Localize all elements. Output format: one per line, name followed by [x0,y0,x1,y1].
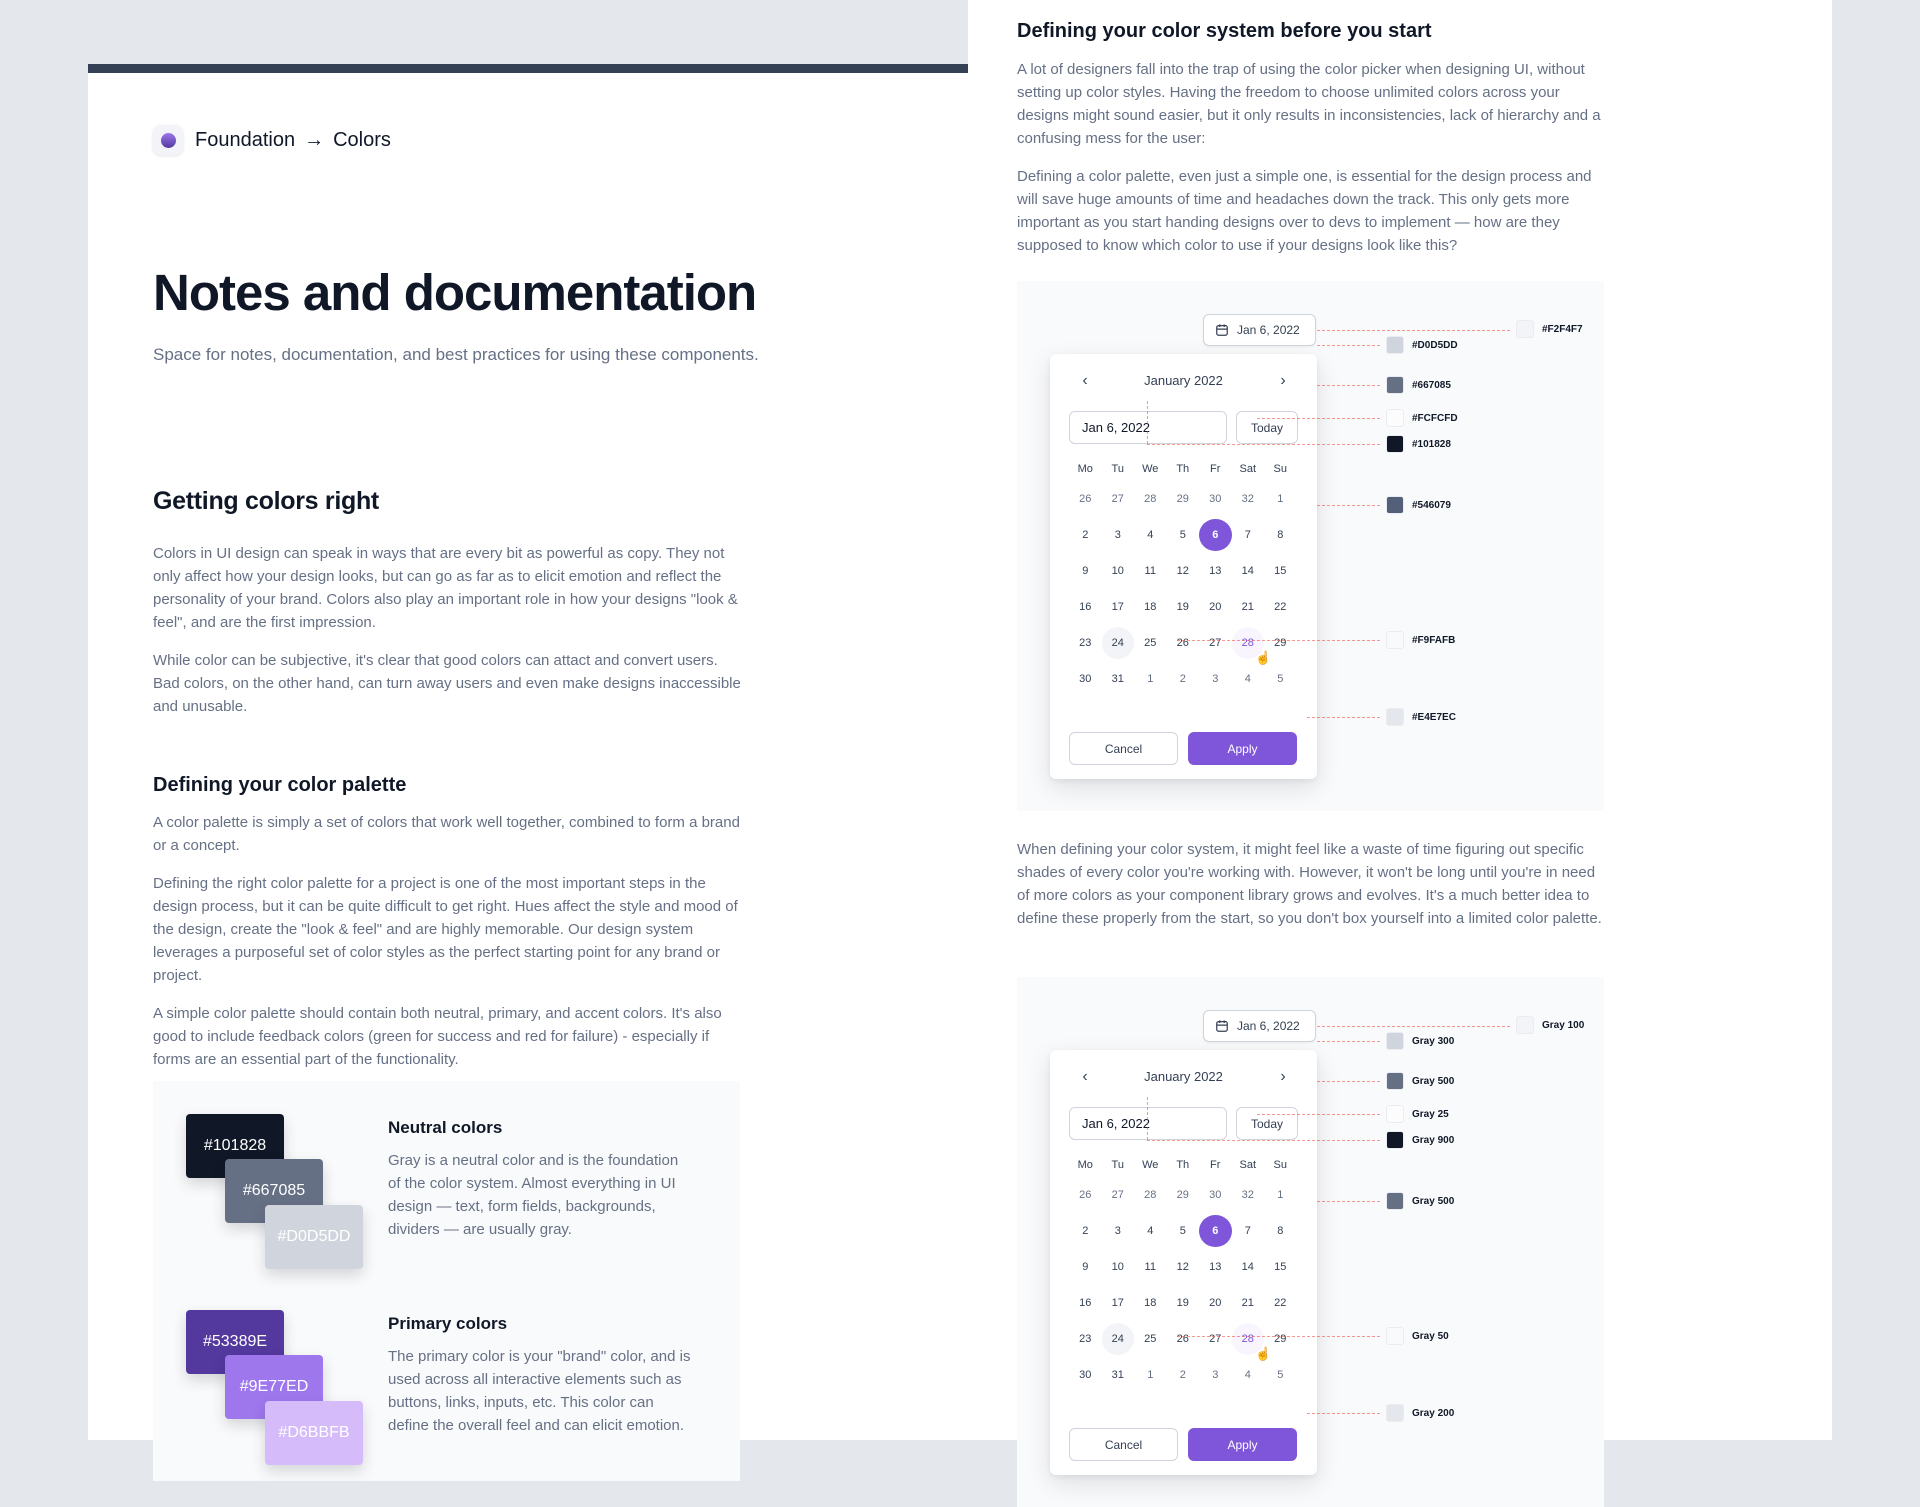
annotation-connector [1317,1041,1380,1042]
calendar-day[interactable]: 11 [1144,565,1156,577]
annotation-connector [1147,401,1148,444]
annotation-connector [1177,1336,1380,1337]
calendar-day[interactable]: 5 [1277,673,1284,685]
date-trigger-button[interactable] [1203,1010,1316,1042]
color-chip [1386,376,1404,394]
intro-text [1017,58,1604,272]
weekday-label: Th [1176,463,1190,475]
cancel-button[interactable]: Cancel [1069,1428,1178,1461]
calendar-day[interactable]: 25 [1144,637,1157,649]
calendar-day[interactable]: 32 [1241,493,1254,505]
calendar-week-row [1069,589,1297,625]
calendar-day[interactable]: 2 [1179,673,1186,685]
calendar-day[interactable]: 15 [1274,1261,1287,1273]
calendar-day[interactable]: 30 [1079,673,1092,685]
annotation-label: #FCFCFD [1412,412,1458,424]
calendar-day[interactable]: 4 [1244,673,1251,685]
color-chip [1386,435,1404,453]
month-navigation [1050,1066,1317,1088]
calendar-day[interactable]: 30 [1209,493,1222,505]
palette-title: Neutral colors [388,1118,503,1137]
color-annotation [1386,376,1451,394]
weekday-label: Mo [1077,1159,1093,1171]
color-annotation [1386,1105,1449,1123]
breadcrumb-parent[interactable]: Foundation [195,128,296,151]
primary-palette-text [388,1314,693,1437]
calendar-day[interactable]: 3 [1212,1369,1219,1381]
calendar-day[interactable]: 2 [1179,1369,1186,1381]
color-annotation [1386,1131,1454,1149]
color-annotation [1386,1327,1449,1345]
calendar-week-row [1069,517,1297,553]
calendar-day[interactable]: 4 [1244,1369,1251,1381]
calendar-day[interactable]: 21 [1241,1297,1254,1309]
color-annotation [1386,336,1458,354]
weekday-label: We [1142,463,1159,475]
paragraph: A color palette is simply a set of colors that work well together, combined to form a brand or a concept. [153,814,740,854]
calendar-day[interactable]: 7 [1244,529,1251,541]
weekday-label: We [1142,1159,1159,1171]
calendar-day[interactable]: 29 [1176,493,1189,505]
calendar-day[interactable]: 32 [1241,1189,1254,1201]
color-chip [1516,1016,1534,1034]
annotation-connector [1307,1413,1380,1414]
chevron-left-icon[interactable]: ‹ [1082,1068,1088,1085]
annotation-label: Gray 900 [1412,1134,1455,1146]
breadcrumb [153,125,391,155]
color-chip [1386,631,1404,649]
weekday-label: Su [1273,1159,1287,1171]
color-chip [1386,1072,1404,1090]
paragraph: When defining your color system, it might feel like a waste of time figuring out specific shades of every color you're working with. However, it won't be long until you're in need of more colors as your component library grows and evolves. It's a much better idea to define these properly from the start, so you don't box yourself into a limited color palette. [1017,841,1602,927]
apply-button[interactable]: Apply [1188,1428,1297,1461]
calendar-day[interactable]: 27 [1209,1333,1222,1345]
annotation-connector [1147,1097,1148,1140]
date-trigger-value: Jan 6, 2022 [1237,1019,1300,1033]
annotation-connector [1147,1140,1380,1141]
calendar-day[interactable]: 9 [1082,565,1089,577]
calendar-week-row [1069,1285,1297,1321]
annotation-connector [1317,505,1380,506]
getting-colors-right-section [153,487,743,1086]
weekday-header [1069,457,1297,481]
section-title: Getting colors right [153,487,379,515]
month-label: January 2022 [1144,1069,1223,1084]
calendar-day[interactable]: 13 [1209,1261,1222,1273]
paragraph: A lot of designers fall into the trap of using the color picker when designing UI, without setting up color styles. Having the freedom to choose unlimited colors across your designs might sound easier, but it only results in inconsistencies, lack of hierarchy and a confusing mess for the user: [1017,61,1601,147]
calendar-day[interactable]: 30 [1209,1189,1222,1201]
color-chip [1386,1404,1404,1422]
logo-icon [153,125,183,155]
calendar-day[interactable]: 19 [1176,1297,1189,1309]
weekday-label: Tu [1111,463,1124,475]
weekday-header [1069,1153,1297,1177]
calendar-day[interactable]: 12 [1176,565,1189,577]
chevron-left-icon[interactable]: ‹ [1082,372,1088,389]
date-input[interactable]: Jan 6, 2022 [1069,1107,1227,1140]
calendar-day[interactable]: 9 [1082,1261,1089,1273]
annotation-label: Gray 50 [1412,1330,1449,1342]
color-annotation [1516,320,1583,338]
weekday-label: Fr [1210,1159,1221,1171]
date-trigger-button[interactable] [1203,314,1316,346]
color-annotation [1386,1404,1454,1422]
calendar-day[interactable]: 19 [1176,601,1189,613]
calendar-day[interactable]: 16 [1079,601,1092,613]
annotation-connector [1257,418,1380,419]
calendar-day[interactable]: 28 [1232,627,1265,659]
color-annotation [1386,409,1458,427]
calendar-day[interactable]: 16 [1079,1297,1092,1309]
annotation-label: Gray 500 [1412,1075,1455,1087]
weekday-label: Th [1176,1159,1190,1171]
palette-title: Primary colors [388,1314,508,1333]
calendar-day[interactable]: 22 [1274,1297,1287,1309]
annotation-connector [1257,1114,1380,1115]
calendar-day[interactable]: 17 [1111,1297,1124,1309]
page-title: Notes and documentation [153,264,757,321]
weekday-label: Tu [1111,1159,1124,1171]
color-swatch: #667085 [225,1159,323,1223]
color-annotation [1386,708,1456,726]
calendar-week-row [1069,481,1297,517]
chevron-right-icon[interactable]: › [1280,1068,1286,1085]
apply-button[interactable]: Apply [1188,732,1297,765]
chevron-right-icon[interactable]: › [1280,372,1286,389]
palette-description: The primary color is your "brand" color, and is used across all interactive elements such as buttons, links, inputs, etc. This color can define the overall feel and can elicit emotion. [388,1348,691,1434]
calendar-day[interactable]: 17 [1111,601,1124,613]
calendar-day[interactable]: 18 [1144,601,1157,613]
calendar-day[interactable]: 1 [1277,493,1284,505]
annotation-connector [1317,345,1380,346]
annotation-label: #667085 [1412,379,1451,391]
calendar-day[interactable]: 24 [1102,1323,1135,1355]
color-swatch: #D0D5DD [265,1205,363,1269]
color-chip [1386,336,1404,354]
color-annotation [1386,1192,1454,1210]
panel-title: Defining your color system before you start [1017,20,1432,42]
annotation-label: #101828 [1412,438,1451,450]
annotation-label: Gray 100 [1542,1019,1585,1031]
annotation-label: #546079 [1412,499,1451,511]
primary-swatch-stack [186,1310,366,1475]
annotation-connector [1307,717,1380,718]
annotation-label: Gray 25 [1412,1108,1449,1120]
calendar-day[interactable]: 25 [1144,1333,1157,1345]
annotation-label: #D0D5DD [1412,339,1458,351]
calendar-day[interactable]: 3 [1114,1225,1121,1237]
calendar-day[interactable]: 22 [1274,601,1287,613]
palette-description: Gray is a neutral color and is the foundation of the color system. Almost everything in UI design — text, form fields, backgrounds, dividers — are usually gray. [388,1152,679,1238]
pointer-cursor-icon: ☝ [1255,650,1272,665]
color-annotation [1386,1072,1454,1090]
calendar-day[interactable]: 14 [1241,565,1254,577]
calendar-day[interactable]: 3 [1114,529,1121,541]
neutral-palette-text [388,1118,693,1241]
calendar-day[interactable]: 23 [1079,637,1092,649]
paragraph: Colors in UI design can speak in ways that are every bit as powerful as copy. They not only affect how your design looks, but can go as far as to elicit emotion and reflect the personality of your brand. Colors also play an important role in how your designs "look & feel", and are the first impression. [153,545,738,631]
color-chip [1386,409,1404,427]
calendar-day[interactable]: 31 [1111,1369,1124,1381]
color-swatch: #9E77ED [225,1355,323,1419]
cancel-button[interactable]: Cancel [1069,732,1178,765]
calendar-week-row [1069,1213,1297,1249]
calendar-week-row [1069,1177,1297,1213]
paragraph: While color can be subjective, it's clear that good colors can attact and convert users. Bad colors, on the other hand, can turn away users and even make designs inaccessible and unusable. [153,652,741,715]
calendar-day[interactable]: 18 [1144,1297,1157,1309]
weekday-label: Sat [1239,463,1256,475]
date-trigger-value: Jan 6, 2022 [1237,323,1300,337]
calendar-icon [1215,323,1229,337]
weekday-label: Sat [1239,1159,1256,1171]
calendar-day[interactable]: 1 [1277,1189,1284,1201]
calendar-day[interactable]: 29 [1274,1333,1287,1345]
color-chip [1386,1131,1404,1149]
calendar-day[interactable]: 26 [1176,637,1189,649]
calendar-icon [1215,1019,1229,1033]
calendar-week-row [1069,1357,1297,1393]
calendar-day[interactable]: 15 [1274,565,1287,577]
calendar-day[interactable]: 6 [1199,1215,1232,1247]
color-system-panel [968,0,1832,1452]
calendar-day[interactable]: 5 [1179,529,1186,541]
annotation-connector [1317,1201,1380,1202]
page-subtitle: Space for notes, documentation, and best practices for using these components. [153,345,759,364]
calendar-day[interactable]: 10 [1111,565,1124,577]
annotation-connector [1317,330,1510,331]
calendar-day[interactable]: 7 [1244,1225,1251,1237]
color-annotation [1386,1032,1454,1050]
annotation-connector [1147,444,1380,445]
annotation-label: #F9FAFB [1412,634,1456,646]
calendar-day[interactable]: 31 [1111,673,1124,685]
weekday-label: Su [1273,463,1287,475]
month-label: January 2022 [1144,373,1223,388]
calendar-week-row [1069,1249,1297,1285]
annotation-connector [1177,640,1380,641]
hex-annotated-datepicker [1017,281,1604,811]
calendar-day[interactable]: 4 [1147,529,1154,541]
calendar-day[interactable]: 29 [1176,1189,1189,1201]
date-input[interactable]: Jan 6, 2022 [1069,411,1227,444]
color-swatch: #D6BBFB [265,1401,363,1465]
middle-text [1017,838,1604,945]
calendar-day[interactable]: 3 [1212,673,1219,685]
calendar-day[interactable]: 11 [1144,1261,1156,1273]
documentation-card [88,64,968,1440]
calendar-day[interactable]: 28 [1232,1323,1265,1355]
color-annotation [1386,435,1451,453]
color-annotation [1386,496,1451,514]
calendar-day[interactable]: 8 [1277,1225,1284,1237]
calendar-day[interactable]: 20 [1209,601,1222,613]
color-swatch: #101828 [186,1114,284,1178]
calendar-day[interactable]: 28 [1144,493,1157,505]
calendar-day[interactable]: 21 [1241,601,1254,613]
arrow-right-icon: → [304,128,325,151]
color-chip [1386,1105,1404,1123]
weekday-label: Mo [1077,463,1093,475]
breadcrumb-current: Colors [333,128,391,151]
palette-section-title: Defining your color palette [153,774,407,796]
color-chip [1386,708,1404,726]
calendar-day[interactable]: 26 [1079,493,1092,505]
paragraph: A simple color palette should contain both neutral, primary, and accent colors. It's also good to include feedback colors (green for success and red for failure) - especially if forms are an essential part of the functionality. [153,1005,722,1068]
color-chip [1516,320,1534,338]
calendar-day[interactable]: 13 [1209,565,1222,577]
named-annotated-datepicker [1017,977,1604,1507]
calendar-day[interactable]: 23 [1079,1333,1092,1345]
calendar-day[interactable]: 2 [1082,529,1089,541]
color-chip [1386,1032,1404,1050]
weekday-label: Fr [1210,463,1221,475]
annotation-label: #E4E7EC [1412,711,1456,723]
color-annotation [1386,631,1455,649]
calendar-day[interactable]: 10 [1111,1261,1124,1273]
calendar-day[interactable]: 14 [1241,1261,1254,1273]
calendar-day[interactable]: 20 [1209,1297,1222,1309]
calendar-day[interactable]: 1 [1147,673,1154,685]
calendar-day[interactable]: 27 [1209,637,1222,649]
today-button[interactable]: Today [1236,1107,1298,1140]
color-chip [1386,1327,1404,1345]
calendar-day[interactable]: 26 [1079,1189,1092,1201]
color-chip [1386,1192,1404,1210]
paragraph: Defining a color palette, even just a simple one, is essential for the design process and will save huge amounts of time and headaches down the track. This only gets more important as you start handing designs over to devs to implement — how are they supposed to know which color to use if your designs look like this? [1017,168,1592,254]
calendar-day[interactable]: 27 [1111,493,1124,505]
color-chip [1386,496,1404,514]
today-button[interactable]: Today [1236,411,1298,444]
calendar-day[interactable]: 5 [1179,1225,1186,1237]
month-navigation [1050,370,1317,392]
annotation-connector [1317,385,1380,386]
annotation-label: Gray 200 [1412,1407,1455,1419]
annotation-label: Gray 500 [1412,1195,1455,1207]
calendar-day[interactable]: 6 [1199,519,1232,551]
calendar-day[interactable]: 2 [1082,1225,1089,1237]
calendar-week-row [1069,661,1297,697]
color-swatch: #53389E [186,1310,284,1374]
calendar-day[interactable]: 26 [1176,1333,1189,1345]
calendar-day[interactable]: 24 [1102,627,1135,659]
annotation-label: Gray 300 [1412,1035,1455,1047]
annotation-connector [1317,1026,1510,1027]
calendar-day[interactable]: 12 [1176,1261,1189,1273]
annotation-connector [1317,1081,1380,1082]
palette-examples [153,1081,740,1481]
calendar-day[interactable]: 30 [1079,1369,1092,1381]
calendar-day[interactable]: 1 [1147,1369,1154,1381]
paragraph: Defining the right color palette for a project is one of the most important steps in the design process, but it can be quite difficult to get right. Hues affect the style and mood of the design, create the "look & feel" and are highly memorable. Our design system leverages a purposeful set of color styles as the perfect starting point for any brand or project. [153,875,738,984]
calendar-week-row [1069,553,1297,589]
color-annotation [1516,1016,1584,1034]
calendar-day[interactable]: 28 [1144,1189,1157,1201]
calendar-day[interactable]: 8 [1277,529,1284,541]
pointer-cursor-icon: ☝ [1255,1346,1272,1361]
annotation-label: #F2F4F7 [1542,323,1583,335]
calendar-day[interactable]: 27 [1111,1189,1124,1201]
neutral-swatch-stack [186,1114,366,1279]
calendar-day[interactable]: 4 [1147,1225,1154,1237]
calendar-day[interactable]: 29 [1274,637,1287,649]
calendar-day[interactable]: 5 [1277,1369,1284,1381]
